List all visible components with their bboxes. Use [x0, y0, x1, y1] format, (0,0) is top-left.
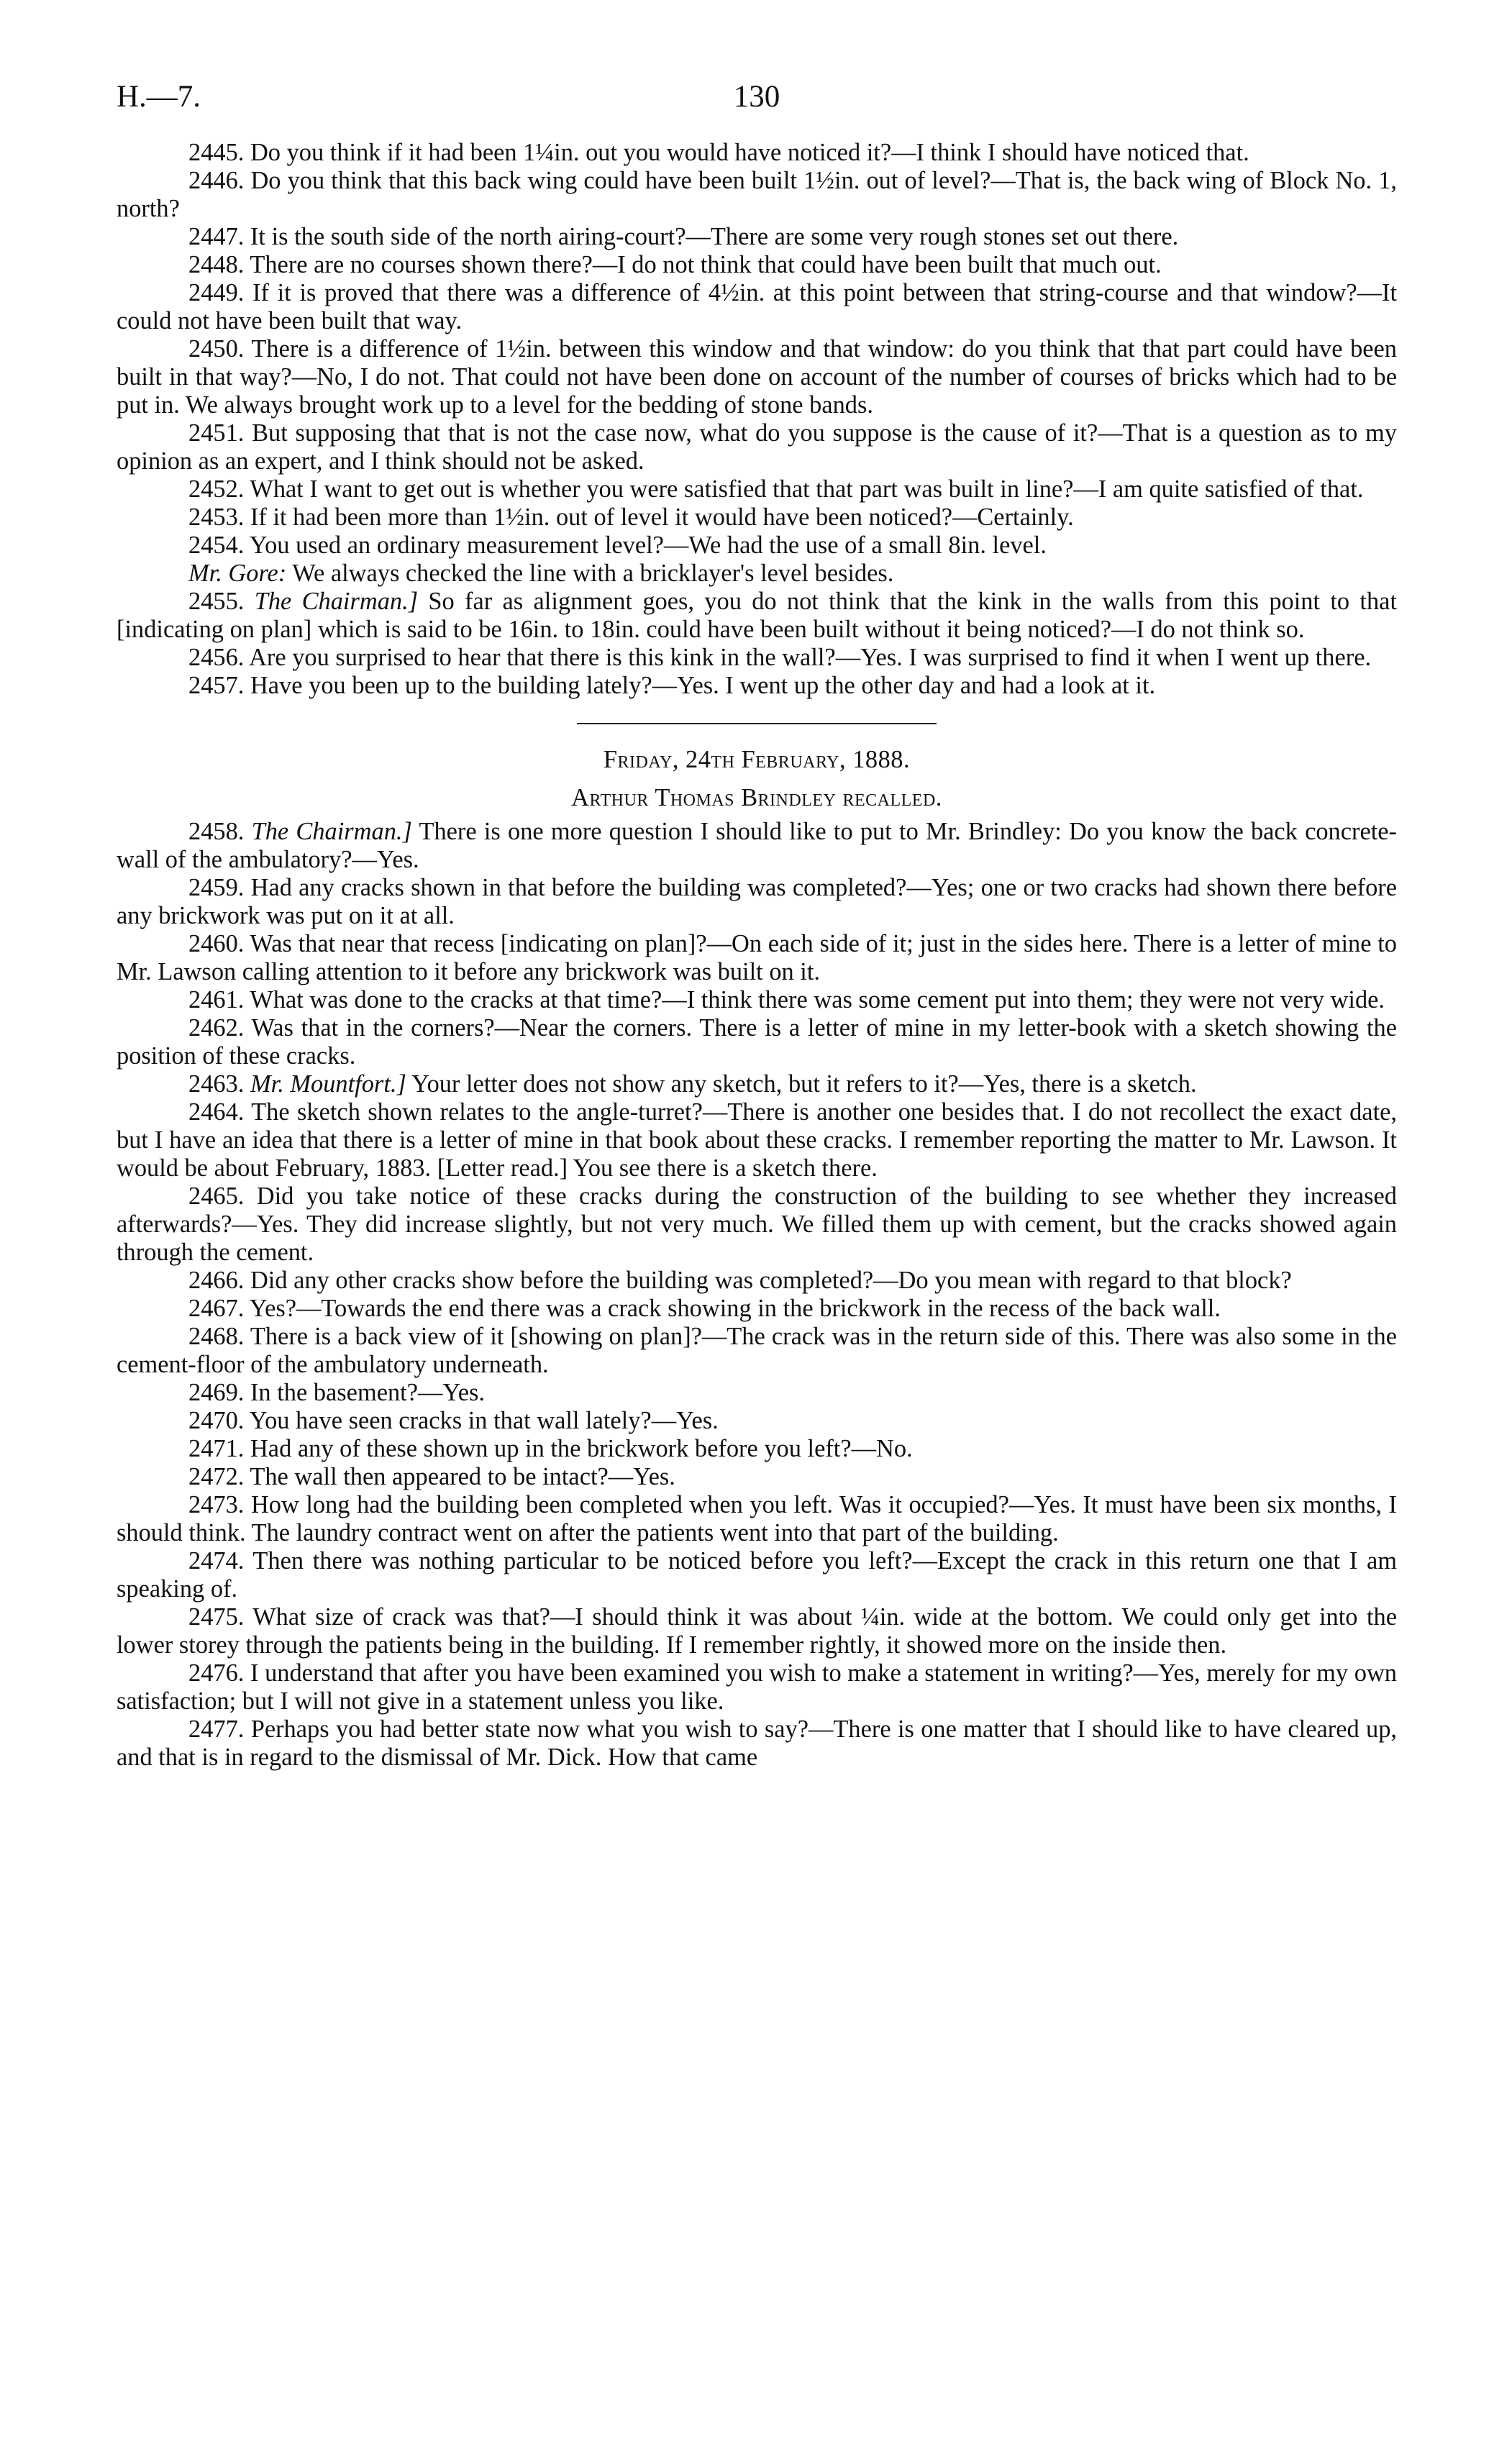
paragraph: 2477. Perhaps you had better state now what you wish to say?—There is one matter that I should like to have cleared up, and that is in regard to the dismissal of Mr. Dick. How that came [117, 1715, 1397, 1771]
paragraph: 2470. You have seen cracks in that wall lately?—Yes. [188, 1407, 719, 1434]
page-number: 130 [733, 80, 780, 114]
paragraph: 2476. I understand that after you have been examined you wish to make a statement in writing?—Yes, merely for my own satisfaction; but I will not give in a statement unless you like. [117, 1659, 1397, 1715]
paragraph: 2461. What was done to the cracks at that time?—I think there was some cement put into them; they were not very wide. [188, 986, 1385, 1013]
paragraph-gore [117, 560, 1397, 588]
speaker-label: Mr. Mountfort.] [250, 1070, 406, 1098]
paragraph: 2472. The wall then appeared to be intact?—Yes. [188, 1463, 675, 1490]
paragraph: 2445. Do you think if it had been 1¼in. out you would have noticed it?—I think I should have noticed that. [188, 139, 1249, 166]
paragraph: 2462. Was that in the corners?—Near the corners. There is a letter of mine in my letter-book with a sketch showing the position of these cracks. [117, 1014, 1397, 1070]
paragraph: 2467. Yes?—Towards the end there was a crack showing in the brickwork in the recess of the back wall. [188, 1295, 1221, 1322]
paragraph: 2474. Then there was nothing particular to be noticed before you left?—Except the crack in this return one that I am speaking of. [117, 1547, 1397, 1603]
speaker-label: The Chairman.] [251, 818, 412, 845]
report-reference: H.—7. [117, 80, 201, 114]
paragraph-2455 [117, 588, 1397, 644]
paragraph-text: Your letter does not show any sketch, but it refers to it?—Yes, there is a sketch. [406, 1070, 1197, 1098]
page-body [117, 139, 1397, 1772]
paragraph: 2454. You used an ordinary measurement level?—We had the use of a small 8in. level. [188, 532, 1047, 559]
paragraph: 2448. There are no courses shown there?—I do not think that could have been built that much out. [188, 251, 1162, 278]
paragraph: 2457. Have you been up to the building lately?—Yes. I went up the other day and had a look at it. [188, 672, 1156, 699]
witness-heading: Arthur Thomas Brindley recalled. [571, 784, 942, 811]
paragraph: 2473. How long had the building been completed when you left. Was it occupied?—Yes. It must have been six months, I should think. The laundry contract went on after the patients went into that part of the building. [117, 1491, 1397, 1546]
paragraph: 2446. Do you think that this back wing could have been built 1½in. out of level?—That is, the back wing of Block No. 1, north? [117, 167, 1397, 222]
paragraph: 2466. Did any other cracks show before the building was completed?—Do you mean with regard to that block? [188, 1267, 1292, 1294]
paragraph-text: There is one more question I should like to put to Mr. Brindley: Do you know the back concrete-wall of the ambulatory?—Yes. [117, 818, 1397, 873]
question-number: 2455. [188, 588, 255, 615]
paragraph: 2451. But supposing that that is not the case now, what do you suppose is the cause of it?—That is a question as to my opinion as an expert, and I think should not be asked. [117, 419, 1397, 475]
speaker-label: Mr. Gore: [188, 560, 287, 587]
paragraph: 2459. Had any cracks shown in that before the building was completed?—Yes; one or two cracks had shown there before any brickwork was put on it at all. [117, 874, 1397, 929]
paragraph: 2456. Are you surprised to hear that there is this kink in the wall?—Yes. I was surprised to find it when I went up there. [188, 644, 1372, 671]
paragraph: 2469. In the basement?—Yes. [188, 1379, 485, 1406]
paragraphs-group-1 [117, 139, 1397, 560]
paragraph-2463 [117, 1070, 1397, 1098]
date-heading: Friday, 24th February, 1888. [603, 746, 911, 773]
question-number: 2463. [188, 1070, 250, 1098]
paragraph: 2460. Was that near that recess [indicating on plan]?—On each side of it; just in the sides here. There is a letter of mine to Mr. Lawson calling attention to it before any brickwork was built on it. [117, 930, 1397, 985]
paragraph: 2452. What I want to get out is whether you were satisfied that that part was built in line?—I am quite satisfied of that. [188, 475, 1364, 503]
speaker-label: The Chairman.] [254, 588, 419, 615]
paragraph: 2453. If it had been more than 1½in. out of level it would have been noticed?—Certainly. [188, 503, 1074, 531]
paragraphs-group-3 [117, 1098, 1397, 1772]
paragraph: 2471. Had any of these shown up in the brickwork before you left?—No. [188, 1435, 913, 1462]
paragraph: 2468. There is a back view of it [showing on plan]?—The crack was in the return side of this. There was also some in the cement-floor of the ambulatory underneath. [117, 1323, 1397, 1378]
section-divider [577, 723, 937, 724]
paragraph-2458 [117, 818, 1397, 874]
paragraphs-group-2 [117, 874, 1397, 1070]
paragraph: 2464. The sketch shown relates to the angle-turret?—There is another one besides that. I do not recollect the exact date, but I have an idea that there is a letter of mine in that book about these cracks. I remember reporting the matter to Mr. Lawson. It would be about February, 1883. [Letter read.] You see there is a sketch there. [117, 1098, 1397, 1182]
paragraph-text: So far as alignment goes, you do not think that the kink in the walls from this point to that [indicating on plan] which is said to be 16in. to 18in. could have been built without it being noticed?—I do not think so. [117, 588, 1397, 643]
paragraph: 2450. There is a difference of 1½in. between this window and that window: do you think that that part could have been built in that way?—No, I do not. That could not have been done on account of the number of courses of bricks which had to be put in. We always brought work up to a level for the bedding of stone bands. [117, 335, 1397, 419]
paragraph: 2475. What size of crack was that?—I should think it was about ¼in. wide at the bottom. We could only get into the lower storey through the patients being in the building. If I remember rightly, it showed more on the inside then. [117, 1603, 1397, 1659]
question-number: 2458. [188, 818, 252, 845]
page-header [117, 72, 1397, 122]
paragraph: 2449. If it is proved that there was a difference of 4½in. at this point between that string-course and that window?—It could not have been built that way. [117, 279, 1397, 334]
paragraph: 2447. It is the south side of the north airing-court?—There are some very rough stones set out there. [188, 223, 1179, 250]
paragraph-text: We always checked the line with a bricklayer's level besides. [286, 560, 894, 587]
paragraph: 2465. Did you take notice of these cracks during the construction of the building to see whether they increased afterwards?—Yes. They did increase slightly, but not very much. We filled them up with cement, but the cracks showed again through the cement. [117, 1183, 1397, 1266]
